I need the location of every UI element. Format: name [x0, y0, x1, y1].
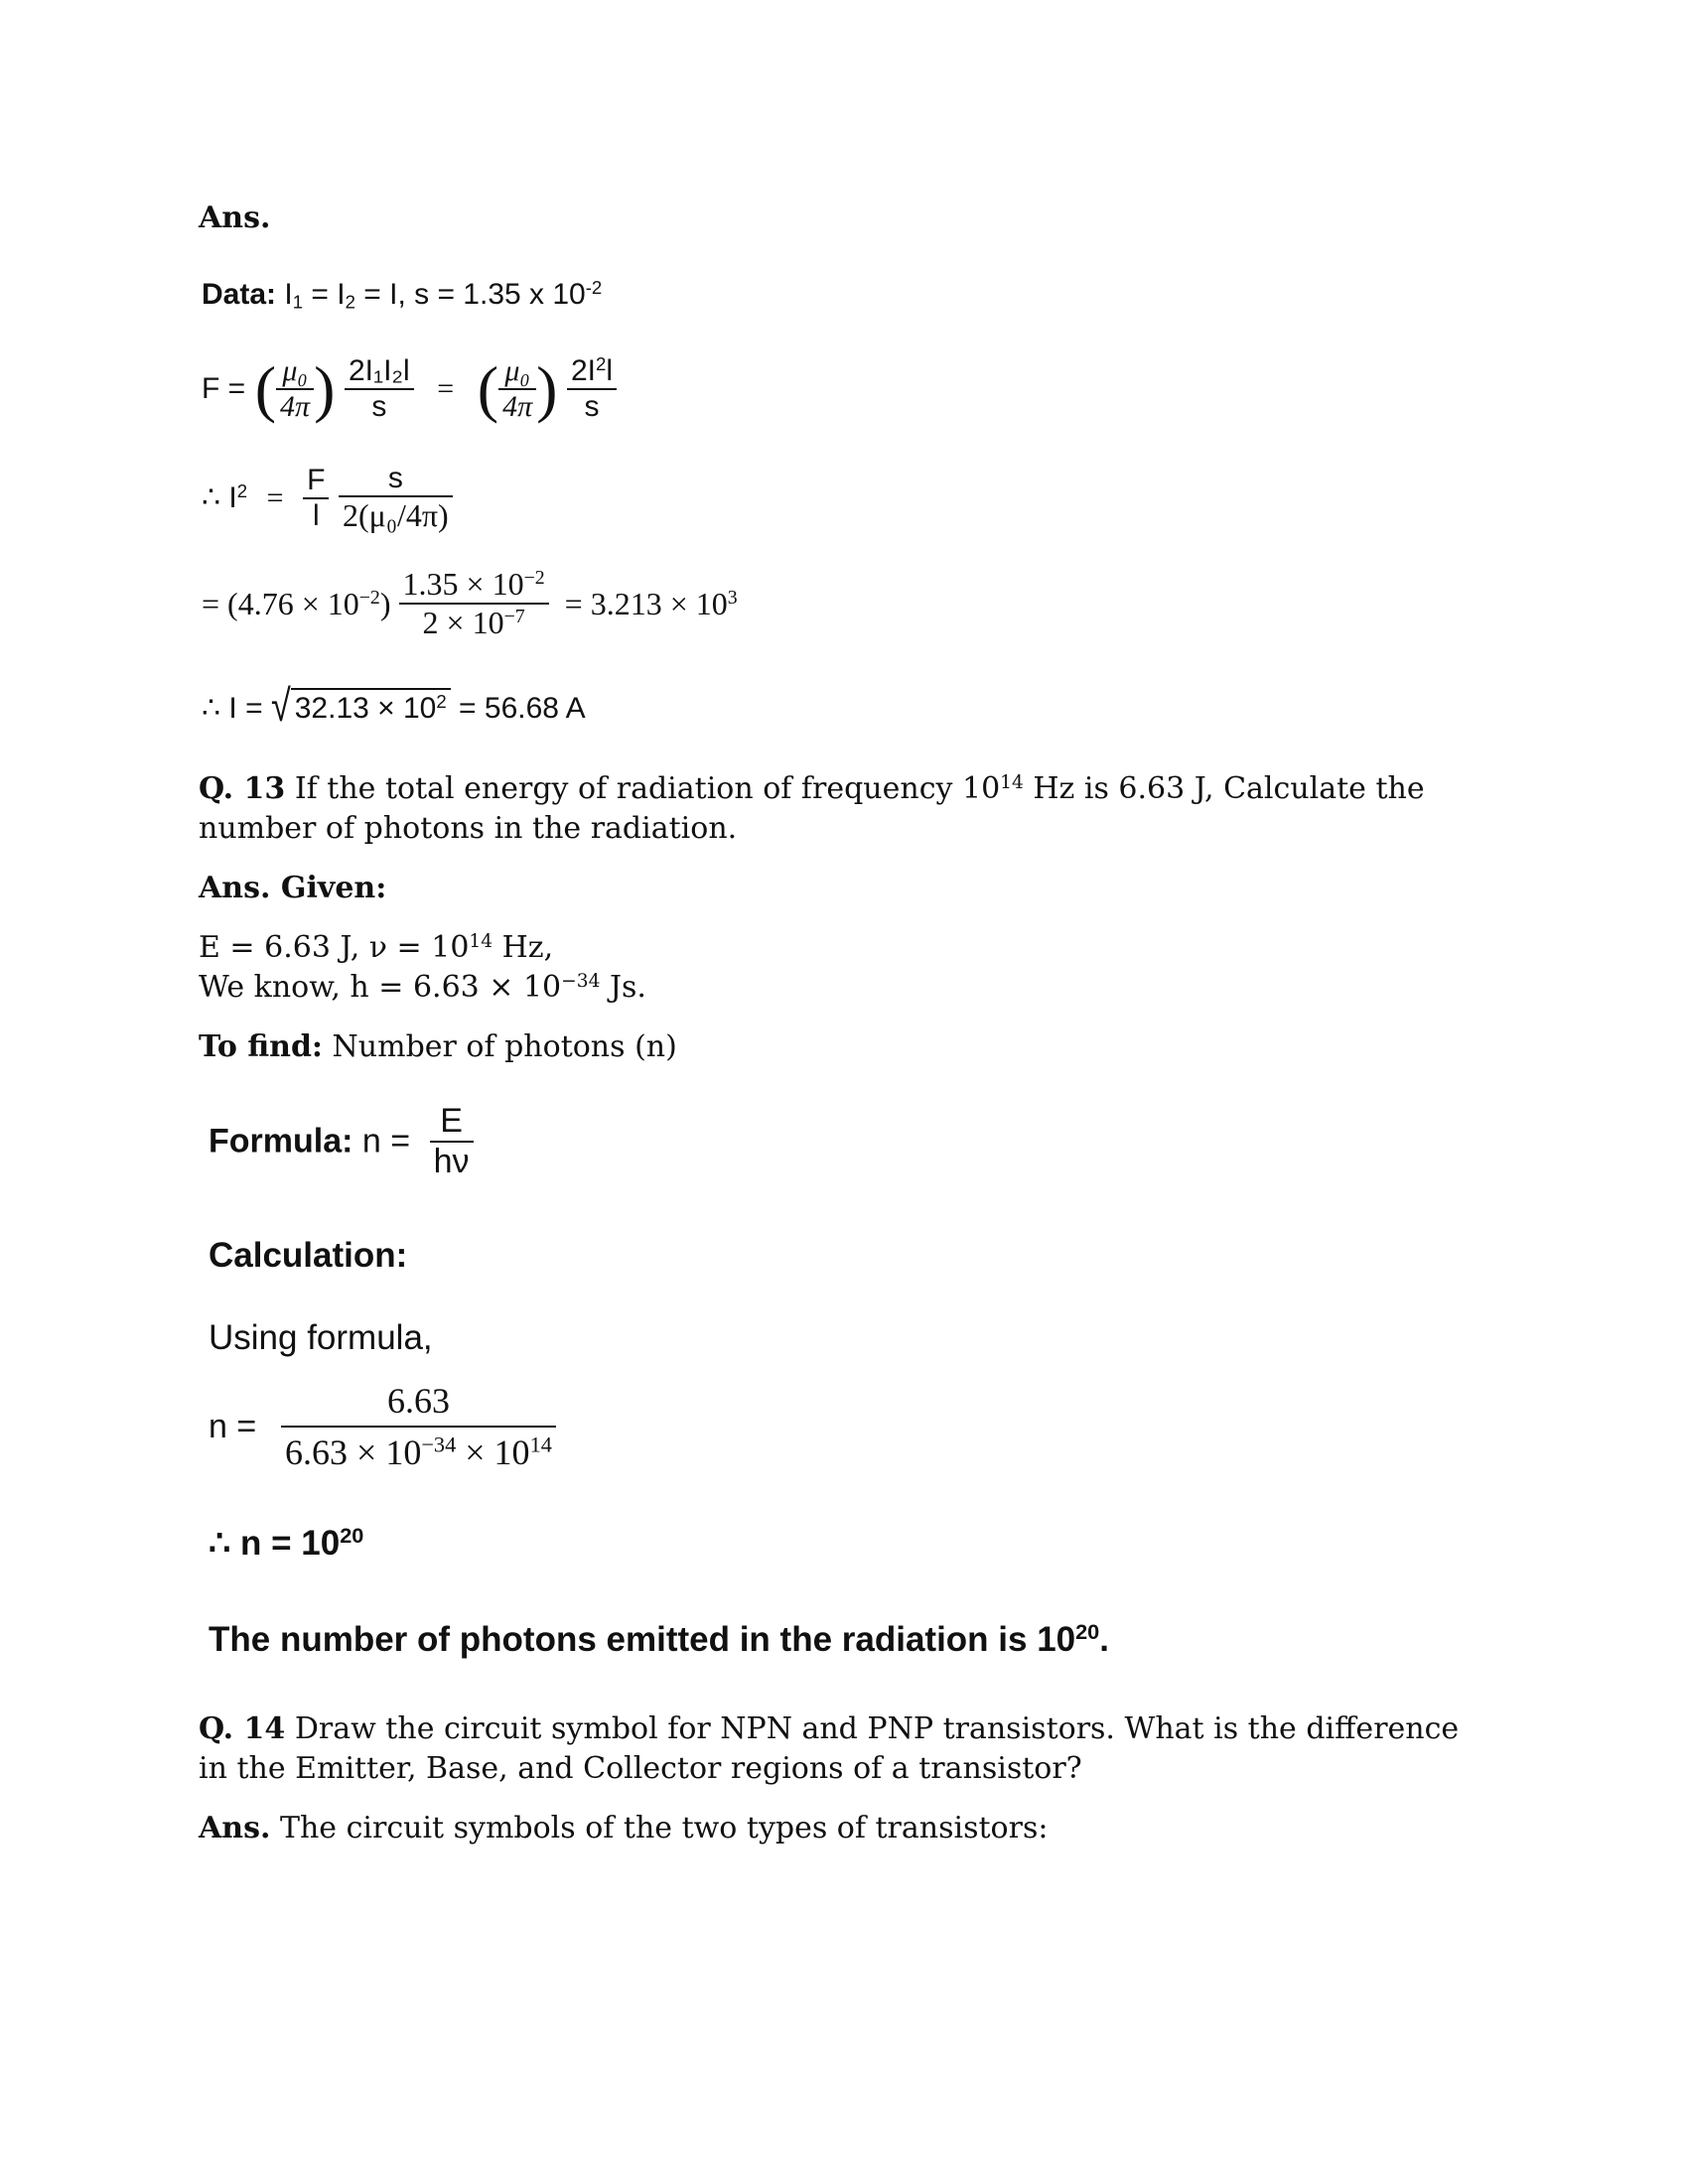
photon-number-equation: n = $\frac{6.63}{6.63 \times 10^{-34} \times 10^{14}}$: [209, 1380, 556, 1473]
question-13: Q. 13 If the total energy of radiation of frequency $10^{14}$ Hz is 6.63 J, Calculate the number of photons in the radiation.: [199, 771, 1425, 846]
to-find-line: To find: Number of photons (n): [199, 1029, 677, 1064]
radical-sign: √: [270, 679, 291, 731]
calculation-label: Calculation:: [209, 1236, 408, 1275]
force-fraction-2: $\frac{2I^2l}{s}$: [567, 354, 617, 424]
current-result: ∴ I = √ $32.13 \times 10^2 = 56.68$ A: [202, 679, 586, 731]
given-line-1: E = 6.63 J, $\nu = 10^{14}$ Hz,: [199, 930, 554, 965]
data-line: Data: $I_1 = I_2 = I$, s = 1.35 x $10^{-2}$: [202, 276, 603, 313]
answer-14: Ans. The circuit symbols of the two types of transistors:: [199, 1811, 1049, 1845]
mu0-over-4pi: $\frac{\text{μ₀}}{4\pi}$: [276, 354, 314, 424]
current-squared-equation: ∴ $I^2$ = $\frac{F}{l}$ $\frac{s}{\text{2(μ₀/4π)}}$: [202, 462, 453, 534]
question-label: Q. 14: [199, 1711, 286, 1746]
answer-given-label: Ans. Given:: [199, 871, 387, 905]
answer-label: Ans.: [199, 201, 271, 235]
data-label: Data:: [202, 278, 277, 311]
force-fraction-1: $\frac{\text{2I₁I₂l}}{s}$: [345, 354, 414, 424]
force-equation: F = ( $\frac{\text{μ₀}}{4\pi}$ ) $\frac{\text{2I₁I₂l}}{s}$ = ( $\frac{\text{μ₀}}{4\pi}$ ) $\frac{2I^2l}{s}$: [202, 352, 617, 426]
question-label: Q. 13: [199, 771, 286, 806]
photon-conclusion: The number of photons emitted in the radiation is $10^{20}$.: [209, 1619, 1109, 1659]
question-14: Q. 14 Draw the circuit symbol for NPN and PNP transistors. What is the difference in the Emitter, Base, and Collector regions of a transistor?: [199, 1711, 1460, 1786]
given-line-2: We know, $h = 6.63 \times 10^{-34}$ Js.: [199, 970, 646, 1005]
photon-number-result: ∴ $n = 10^{20}$: [209, 1523, 364, 1563]
formula-line: Formula: n = $\frac{E}{h\nu}$: [209, 1102, 474, 1181]
using-formula-text: Using formula,: [209, 1318, 433, 1357]
current-calculation: = $(4.76 \times 10^{-2})$ $\frac{1.35 \times 10^{-2}}{2 \times 10^{-7}}$ = $3.213 \times 10^3$: [202, 566, 738, 640]
